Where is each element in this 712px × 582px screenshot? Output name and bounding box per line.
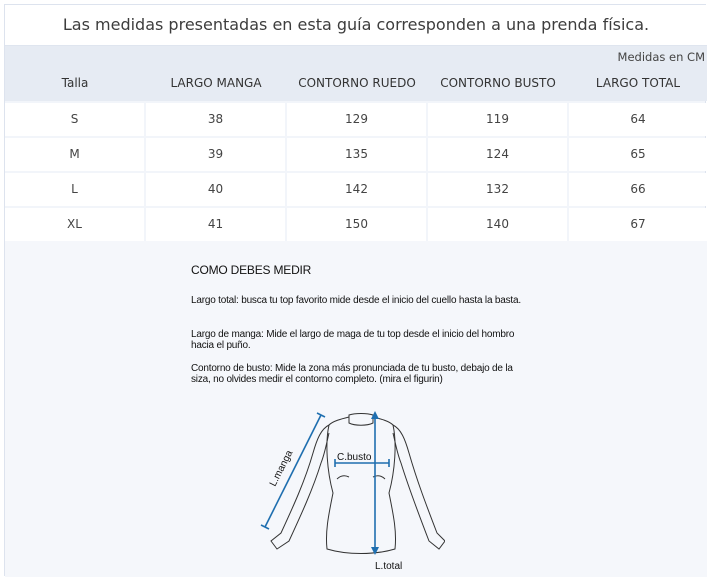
cell-size: M [5, 138, 144, 171]
left-sleeve-outline [271, 425, 329, 549]
table-row [5, 208, 707, 241]
header-largo-total: LARGO TOTAL [595, 76, 681, 90]
cell-contorno-busto: 124 [428, 138, 567, 171]
cell-contorno-busto: 119 [428, 103, 567, 136]
cell-largo-total: 64 [569, 103, 707, 136]
unit-note: Medidas en CM [617, 50, 705, 64]
cell-size: XL [5, 208, 144, 241]
header-contorno-busto: CONTORNO BUSTO [440, 76, 556, 90]
table-row [5, 173, 707, 206]
label-total: L.total [375, 561, 403, 572]
guide-paragraph-largo-total: Largo total: busca tu top favorito mide desde el inicio del cuello hasta la basta. [191, 295, 521, 306]
cell-contorno-ruedo: 142 [287, 173, 426, 206]
collar-outline [349, 414, 373, 426]
cell-size: S [5, 103, 144, 136]
cell-size: L [5, 173, 144, 206]
measure-guide [5, 241, 707, 577]
guide-heading: COMO DEBES MEDIR [191, 263, 312, 277]
guide-paragraph-contorno-busto: Contorno de busto: Mide la zona más pronunciada de tu busto, debajo de la siza, no olvides medir el contorno completo. (mira el figurin) [191, 363, 513, 385]
header-talla: Talla [61, 76, 89, 90]
label-bust: C.busto [337, 452, 372, 463]
cell-largo-manga: 41 [146, 208, 285, 241]
table-header [5, 46, 707, 101]
fold-line [337, 476, 349, 479]
cell-contorno-busto: 140 [428, 208, 567, 241]
label-sleeve: L.manga [267, 448, 296, 489]
page-title: Las medidas presentadas en esta guía corresponden a una prenda física. [5, 5, 707, 46]
cell-largo-total: 66 [569, 173, 707, 206]
cell-contorno-ruedo: 135 [287, 138, 426, 171]
cell-contorno-ruedo: 150 [287, 208, 426, 241]
size-guide [4, 4, 706, 576]
guide-paragraph-largo-manga: Largo de manga: Mide el largo de maga de tu top desde el inicio del hombro hacia el puño. [191, 329, 515, 351]
cell-largo-manga: 40 [146, 173, 285, 206]
body-outline [326, 417, 395, 554]
cell-contorno-ruedo: 129 [287, 103, 426, 136]
cell-largo-manga: 38 [146, 103, 285, 136]
right-sleeve-outline [393, 425, 445, 549]
cell-largo-total: 67 [569, 208, 707, 241]
total-arrow-bottom-icon [371, 547, 379, 555]
garment-figure-illustration [255, 409, 445, 573]
header-largo-manga: LARGO MANGA [170, 76, 262, 90]
cell-largo-total: 65 [569, 138, 707, 171]
cell-largo-manga: 39 [146, 138, 285, 171]
cell-contorno-busto: 132 [428, 173, 567, 206]
header-contorno-ruedo: CONTORNO RUEDO [298, 76, 416, 90]
table-row [5, 138, 707, 171]
table-row [5, 103, 707, 136]
